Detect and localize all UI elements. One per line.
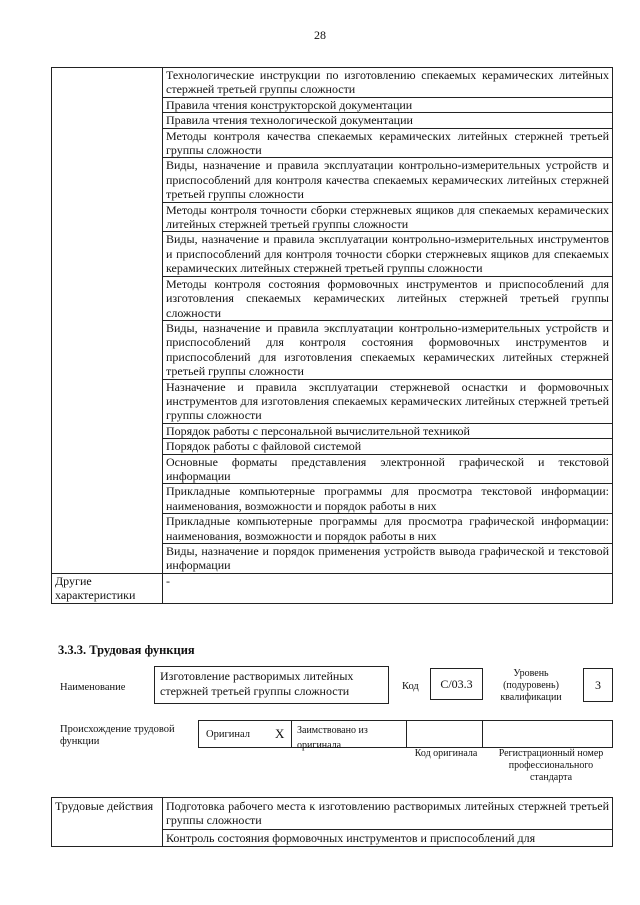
- page-number: 28: [314, 28, 326, 42]
- knowledge-item: Виды, назначение и порядок применения устройств вывода графической и текстовой информации: [163, 544, 613, 574]
- code-value: С/03.3: [440, 676, 473, 691]
- code-box: [430, 668, 483, 700]
- labor-actions-label: Трудовые действия: [52, 798, 163, 847]
- labor-action-row: [52, 798, 613, 830]
- code-label: Код: [402, 681, 419, 692]
- knowledge-label-cell: [52, 68, 163, 574]
- function-name-box: [154, 666, 389, 704]
- function-name-value: Изготовление растворимых литейных стержней третьей группы сложности: [160, 669, 354, 698]
- origin-label: Происхождение трудовой функции: [60, 724, 175, 747]
- knowledge-item: Прикладные компьютерные программы для просмотра текстовой информации: наименования, возможности и порядок работы в них: [163, 484, 613, 514]
- code-original-label: Код оригинала: [414, 748, 478, 759]
- reg-number-cell: [482, 720, 613, 748]
- original-cell: [198, 720, 292, 748]
- knowledge-item: Технологические инструкции по изготовлению спекаемых керамических литейных стержней третьей группы сложности: [163, 68, 613, 98]
- knowledge-item: Прикладные компьютерные программы для просмотра графической информации: наименования, возможности и порядок работы в них: [163, 514, 613, 544]
- knowledge-item: Основные форматы представления электронной графической и текстовой информации: [163, 454, 613, 484]
- knowledge-item: Правила чтения технологической документации: [163, 113, 613, 128]
- knowledge-item: Виды, назначение и правила эксплуатации контрольно-измерительных инструментов и приспособлений для контроля точности сборки стержневых ящиков для спекаемых керамических литейных стержней третьей группы сложности: [163, 232, 613, 276]
- knowledge-item: Методы контроля точности сборки стержневых ящиков для спекаемых керамических литейных стержней третьей группы сложности: [163, 202, 613, 232]
- knowledge-item: Порядок работы с персональной вычислительной техникой: [163, 423, 613, 438]
- knowledge-item: Правила чтения конструкторской документации: [163, 97, 613, 112]
- knowledge-table: [51, 67, 613, 604]
- borrowed-label: Заимствовано из оригинала: [297, 725, 368, 751]
- knowledge-item: Методы контроля состояния формовочных инструментов и приспособлений для изготовления спекаемых керамических литейных стержней третьей группы сложности: [163, 276, 613, 320]
- borrowed-cell: [291, 720, 407, 751]
- name-label: Наименование: [60, 682, 126, 693]
- level-label: Уровень (подуровень) квалификации: [500, 668, 562, 703]
- knowledge-item: Виды, назначение и правила эксплуатации контрольно-измерительных устройств и приспособлений для контроля состояния формовочных инструментов и приспособлений для изготовления спекаемых керамических литейных стержней третьей группы сложности: [163, 320, 613, 379]
- knowledge-item: Назначение и правила эксплуатации стержневой оснастки и формовочных инструментов для изготовления спекаемых керамических литейных стержней третьей группы сложности: [163, 379, 613, 423]
- original-mark: X: [275, 726, 285, 741]
- knowledge-item: Порядок работы с файловой системой: [163, 439, 613, 454]
- knowledge-row: [52, 68, 613, 98]
- labor-action-item: Подготовка рабочего места к изготовлению растворимых литейных стержней третьей группы сложности: [163, 798, 613, 830]
- knowledge-item: Методы контроля качества спекаемых керамических литейных стержней третьей группы сложности: [163, 128, 613, 158]
- knowledge-item: Виды, назначение и правила эксплуатации контрольно-измерительных устройств и приспособлений для контроля качества спекаемых керамических литейных стержней третьей группы сложности: [163, 158, 613, 202]
- original-label: Оригинал: [206, 729, 250, 740]
- other-characteristics-row: [52, 573, 613, 603]
- labor-actions-table: [51, 797, 613, 847]
- code-original-cell: [406, 720, 483, 748]
- labor-action-item: Контроль состояния формовочных инструментов и приспособлений для: [163, 829, 613, 846]
- level-value: 3: [595, 677, 601, 692]
- level-box: [583, 668, 613, 702]
- other-characteristics-label: Другие характеристики: [52, 573, 163, 603]
- other-characteristics-value: -: [163, 573, 613, 603]
- reg-number-label: Регистрационный номер профессионального стандарта: [498, 748, 604, 783]
- section-title: 3.3.3. Трудовая функция: [58, 643, 195, 657]
